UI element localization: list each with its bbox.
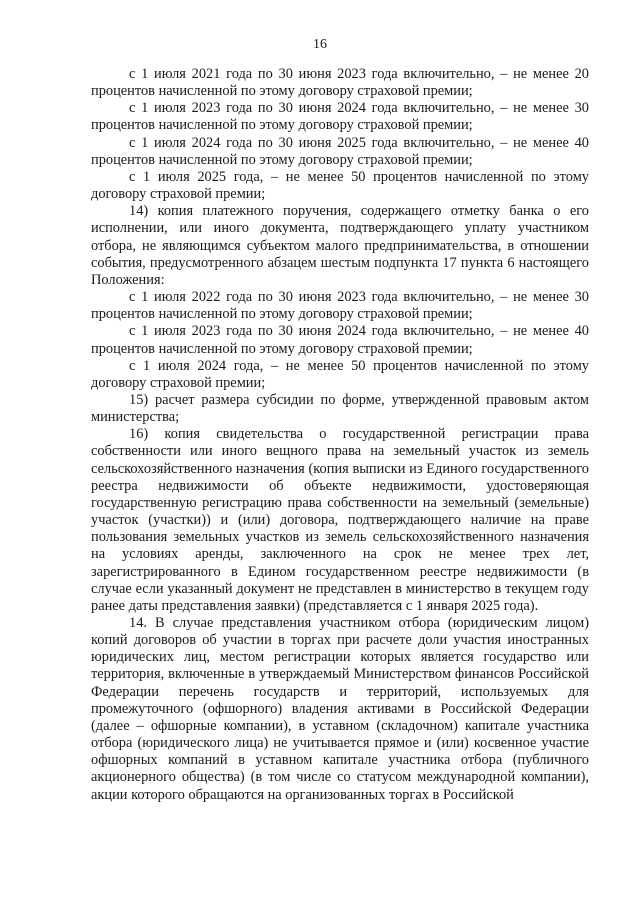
paragraph-item-16-land-certificate: 16) копия свидетельства о государственной регистрации права собственности или иного вещного права на земельный участок из земель сельскохозяйственного назначения (копия выписки из Единого государственного реестра недвижимости об объекте недвижимости, удостоверяющая государственную регистрацию права собственности на земельный (земельные) участок (участки)) и (или) договора, подтверждающего наличие на праве пользования земельных участков из земель сельскохозяйственного назначения на условиях аренды, заключенного на срок не менее трех лет, зарегистрированного в Едином государственном реестре недвижимости (в случае если указанный документ не представлен в министерство в текущем году ранее даты представления заявки) (представляется с 1 января 2025 года).: [91, 426, 589, 614]
paragraph-period-2023-2024-b: с 1 июля 2023 года по 30 июня 2024 года включительно, – не менее 40 процентов начисленной по этому договору страховой премии;: [91, 323, 589, 357]
page-number: 16: [313, 37, 327, 52]
paragraph-period-2024-2025: с 1 июля 2024 года по 30 июня 2025 года включительно, – не менее 40 процентов начисленной по этому договору страховой премии;: [91, 134, 589, 168]
paragraph-period-from-2025: с 1 июля 2025 года, – не менее 50 процентов начисленной по этому договору страховой премии;: [91, 168, 589, 203]
paragraph-period-from-2024: с 1 июля 2024 года, – не менее 50 процентов начисленной по этому договору страховой премии;: [91, 357, 589, 391]
document-body: [91, 66, 589, 804]
paragraph-period-2023-2024: с 1 июля 2023 года по 30 июня 2024 года включительно, – не менее 30 процентов начисленной по этому договору страховой премии;: [91, 100, 589, 134]
paragraph-clause-14-offshore: 14. В случае представления участником отбора (юридическим лицом) копий договоров об участии в торгах при расчете доли участия иностранных юридических лиц, местом регистрации которых является государство или территория, включенные в утверждаемый Министерством финансов Российской Федерации перечень государств и территорий, используемых для промежуточного (офшорного) владения активами в Российской Федерации (далее – офшорные компании), в уставном (складочном) капитале участника отбора (юридического лица) не учитывается прямое и (или) косвенное участие офшорных компаний в уставном капитале участника отбора (публичного акционерного общества) (в том числе со статусом международной компании), акции которого обращаются на организованных торгах в Российской: [91, 615, 589, 803]
paragraph-item-14-payment-order: 14) копия платежного поручения, содержащего отметку банка о его исполнении, или иного документа, подтверждающего уплату участником отбора, не являющимся субъектом малого предпринимательства, в отношении события, предусмотренного абзацем шестым подпункта 17 пункта 6 настоящего Положения:: [91, 203, 589, 288]
paragraph-period-2022-2023: с 1 июля 2022 года по 30 июня 2023 года включительно, – не менее 30 процентов начисленной по этому договору страховой премии;: [91, 289, 589, 323]
paragraph-item-15-subsidy-calculation: 15) расчет размера субсидии по форме, утвержденной правовым актом министерства;: [91, 391, 589, 426]
paragraph-period-2021-2023: с 1 июля 2021 года по 30 июня 2023 года включительно, – не менее 20 процентов начисленной по этому договору страховой премии;: [91, 66, 589, 100]
